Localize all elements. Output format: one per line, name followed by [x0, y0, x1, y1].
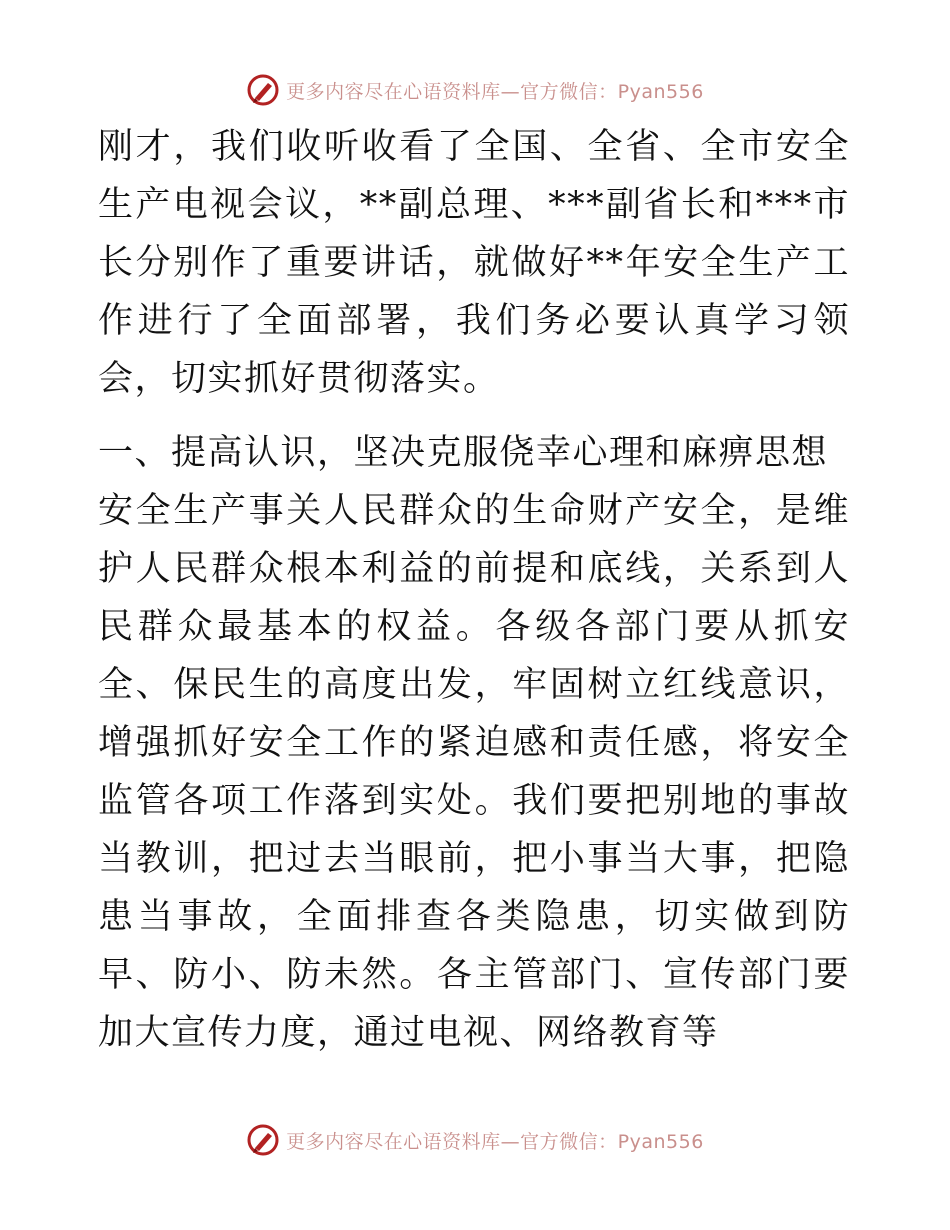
footer-banner [0, 1120, 950, 1160]
header-banner [0, 70, 950, 110]
document-body [98, 118, 850, 1062]
footer-banner-text: 更多内容尽在心语资料库—官方微信：Pyan556 [286, 1130, 704, 1153]
pen-logo-icon [246, 1123, 280, 1157]
pen-logo-icon [246, 73, 280, 107]
paragraph-body: 安全生产事关人民群众的生命财产安全，是维护人民群众根本利益的前提和底线，关系到人民群众最基本的权益。各级各部门要从抓安全、保民生的高度出发，牢固树立红线意识，增强抓好安全工作的紧迫感和责任感，将安全监管各项工作落到实处。我们要把别地的事故当教训，把过去当眼前，把小事当大事，把隐患当事故，全面排查各类隐患，切实做到防早、防小、防未然。各主管部门、宣传部门要加大宣传力度，通过电视、网络教育等 [98, 491, 850, 1053]
paragraph-intro: 刚才，我们收听收看了全国、全省、全市安全生产电视会议，**副总理、***副省长和***市长分别作了重要讲话，就做好**年安全生产工作进行了全面部署，我们务必要认真学习领会，切实抓好贯彻落实。 [98, 127, 850, 399]
section-heading: 一、提高认识，坚决克服侥幸心理和麻痹思想 [98, 433, 829, 473]
header-banner-text: 更多内容尽在心语资料库—官方微信：Pyan556 [286, 80, 704, 103]
